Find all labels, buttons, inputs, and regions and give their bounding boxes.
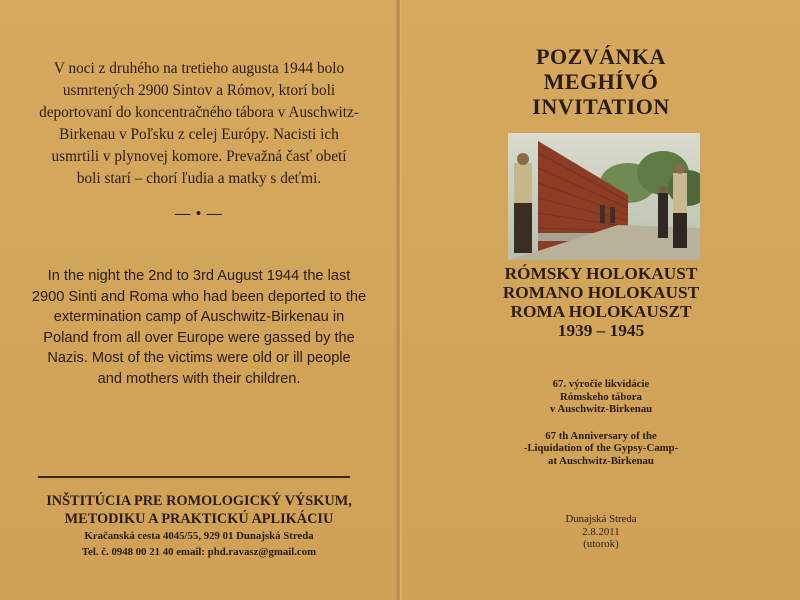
text-line: Birkenau v Poľsku z celej Európy. Nacisti ich (59, 126, 339, 143)
text-line: Nazis. Most of the victims were old or ill people (47, 350, 351, 367)
heading-line: RÓMSKY HOLOKAUST (504, 264, 698, 283)
invitation-title (402, 44, 800, 119)
title-line: MEGHÍVÓ (543, 69, 659, 94)
anniversary-line-sk: 67. výročie likvidácie (552, 378, 650, 390)
heading-line: ROMA HOLOKAUSZT (510, 302, 692, 321)
text-line: deportovaní do koncentračného tábora v Auschwitz- (39, 104, 359, 121)
anniversary-line-en: 67 th Anniversary of the (545, 429, 657, 442)
institution-name-line2: METODIKU A PRAKTICKÚ APLIKÁCIU (64, 511, 334, 527)
text-line: V noci z druhého na tretieho augusta 1944 bolo (53, 60, 345, 77)
anniversary-line-en: -Liquidation of the Gypsy-Camp- (523, 442, 679, 454)
event-date: 2.8.2011 (582, 525, 620, 538)
heading-line: ROMANO HOLOKAUST (502, 283, 700, 302)
anniversary-line-sk: v Auschwitz-Birkenau (549, 403, 653, 415)
section-divider: — • — (175, 206, 223, 222)
text-line: boli starí – chorí ľudia a matky s deťmi. (76, 170, 322, 187)
institution-name-line1: INŠTITÚCIA PRE ROMOLOGICKÝ VÝSKUM, (46, 493, 352, 509)
text-line: usmrtených 2900 Sintov a Rómov, ktorí boli (62, 82, 336, 99)
event-details (402, 513, 800, 551)
holocaust-heading (402, 264, 800, 340)
anniversary-block (402, 378, 800, 467)
text-line: extermination camp of Auschwitz-Birkenau in (53, 309, 345, 326)
anniversary-line-sk: Rómskeho tábora (560, 390, 642, 403)
heading-years: 1939 – 1945 (557, 321, 645, 340)
event-place: Dunajská Streda (565, 513, 637, 525)
title-line: POZVÁNKA (536, 44, 666, 69)
anniversary-line-en: at Auschwitz-Birkenau (548, 454, 654, 467)
memorial-photo (508, 133, 700, 260)
title-line: INVITATION (532, 94, 670, 119)
slovak-paragraph (20, 58, 378, 190)
text-line: usmrtili v plynovej komore. Prevažná časť obetí (51, 148, 347, 165)
horizontal-rule (38, 476, 350, 478)
event-weekday: (utorok) (583, 538, 619, 550)
text-line: Poland from all over Europe were gassed by the (43, 329, 355, 346)
institution-block (0, 492, 398, 560)
english-paragraph (20, 266, 378, 390)
text-line: 2900 Sinti and Roma who had been deported to the (31, 288, 367, 305)
left-page (0, 0, 398, 600)
text-line: In the night the 2nd to 3rd August 1944 the last (47, 268, 351, 284)
text-line: and mothers with their children. (97, 370, 301, 387)
institution-contact: Tel. č. 0948 00 21 40 email: phd.ravasz@gmail.com (81, 546, 317, 558)
institution-address: Kračanská cesta 4045/55, 929 01 Dunajská Streda (84, 530, 314, 542)
